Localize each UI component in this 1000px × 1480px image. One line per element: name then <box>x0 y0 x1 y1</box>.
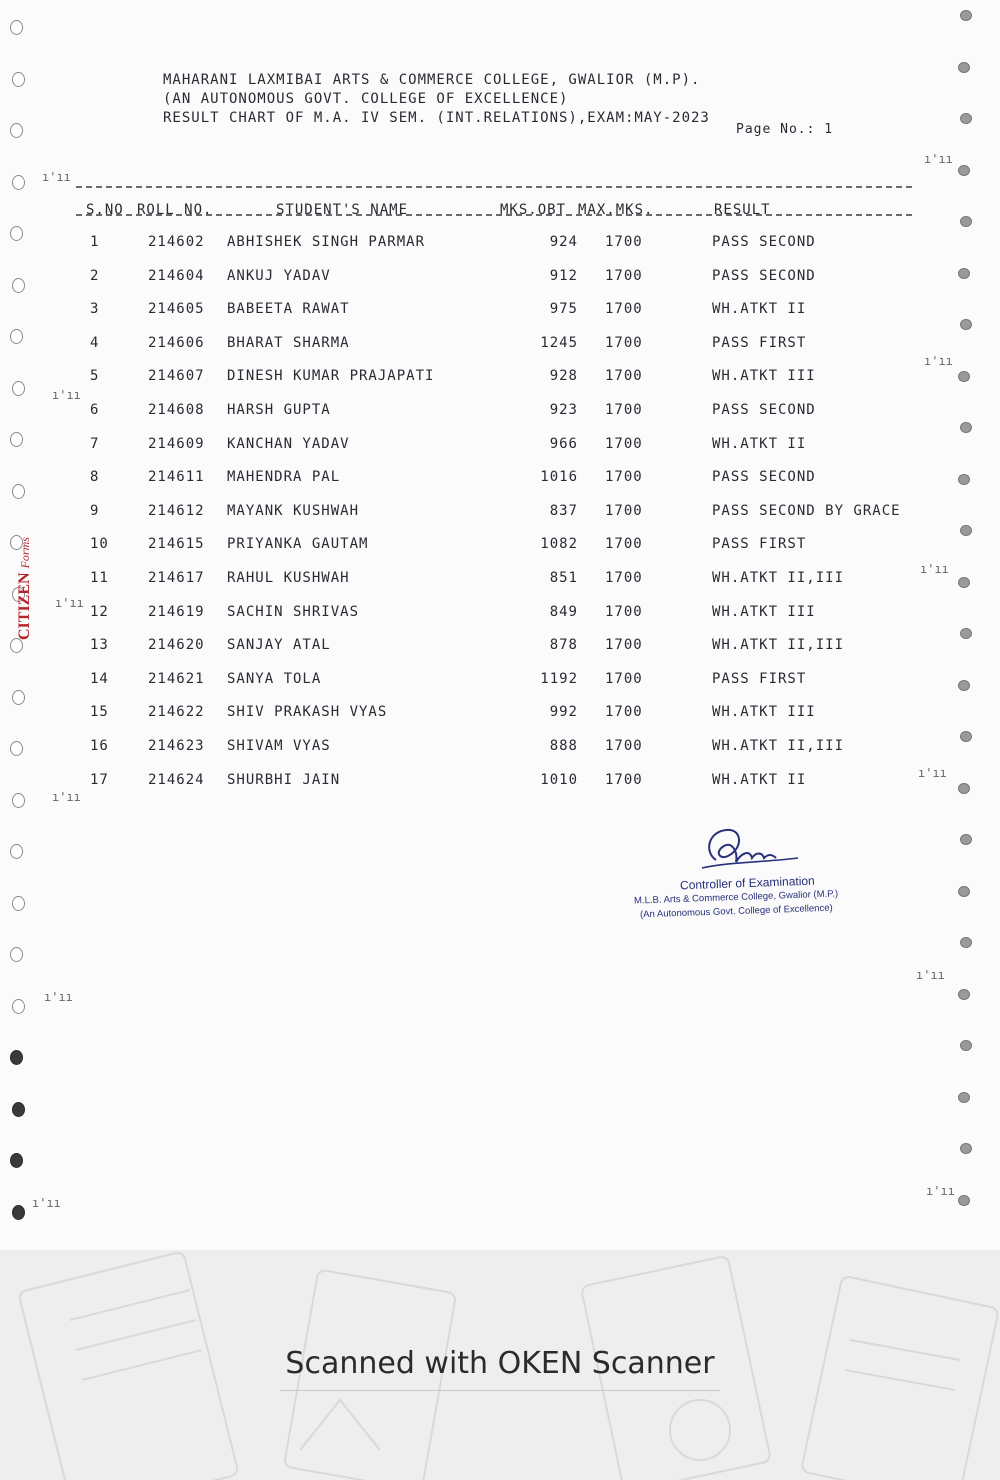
college-name: MAHARANI LAXMIBAI ARTS & COMMERCE COLLEGE, GWALIOR (M.P). <box>163 72 701 88</box>
tractor-hole <box>12 1102 25 1117</box>
cell-name: SHIV PRAKASH VYAS <box>227 704 388 721</box>
table-row <box>0 402 1000 436</box>
cell-marks-obtained: 966 <box>549 435 578 452</box>
cell-marks-obtained: 1082 <box>540 536 578 553</box>
cell-name: RAHUL KUSHWAH <box>227 570 350 586</box>
stamp-title: Controller of Examination <box>679 873 815 893</box>
cell-max-marks: 1700 <box>605 704 643 721</box>
cell-marks-obtained: 1016 <box>540 469 578 486</box>
tractor-hole <box>958 1092 970 1103</box>
cell-result: PASS SECOND <box>712 469 816 486</box>
cell-roll: 214608 <box>148 402 205 418</box>
cell-result: PASS FIRST <box>712 536 807 553</box>
cell-result: WH.ATKT II <box>712 435 807 452</box>
cell-roll: 214604 <box>148 267 205 284</box>
cell-roll: 214607 <box>148 368 205 385</box>
cell-sno: 2 <box>90 267 100 284</box>
table-row <box>0 436 1000 470</box>
cell-roll: 214623 <box>148 738 205 754</box>
cell-name: BABEETA RAWAT <box>227 301 350 318</box>
cell-name: SACHIN SHRIVAS <box>227 603 360 620</box>
cell-name: BHARAT SHARMA <box>227 334 350 351</box>
perforation-mark: ı'ıı <box>52 790 81 804</box>
cell-max-marks: 1700 <box>605 502 643 519</box>
tractor-hole <box>10 844 23 859</box>
cell-marks-obtained: 851 <box>549 570 578 586</box>
cell-sno: 7 <box>90 435 100 452</box>
tractor-hole <box>12 72 25 87</box>
table-row <box>0 570 1000 604</box>
cell-sno: 15 <box>90 704 109 721</box>
stamp-line-2: (An Autonomous Govt. College of Excellence) <box>639 902 833 921</box>
cell-marks-obtained: 975 <box>549 301 578 318</box>
table-row <box>0 503 1000 537</box>
cell-name: ABHISHEK SINGH PARMAR <box>227 234 426 250</box>
cell-sno: 6 <box>90 402 100 418</box>
cell-roll: 214620 <box>148 637 205 654</box>
tractor-hole <box>12 1205 25 1220</box>
cell-sno: 5 <box>90 368 100 385</box>
cell-max-marks: 1700 <box>605 637 643 654</box>
result-chart-title: RESULT CHART OF M.A. IV SEM. (INT.RELATIONS),EXAM:MAY-2023 <box>163 110 710 126</box>
cell-max-marks: 1700 <box>605 670 643 687</box>
tractor-hole <box>958 886 970 897</box>
cell-sno: 9 <box>90 502 100 519</box>
cell-max-marks: 1700 <box>605 738 643 754</box>
column-header-result: RESULT <box>714 202 771 218</box>
cell-name: SANJAY ATAL <box>227 637 331 654</box>
tractor-hole <box>960 10 972 21</box>
cell-name: HARSH GUPTA <box>227 402 331 418</box>
cell-roll: 214624 <box>148 771 205 788</box>
cell-max-marks: 1700 <box>605 334 643 351</box>
table-row <box>0 738 1000 772</box>
tractor-hole <box>960 834 972 845</box>
column-header-marks-obtained: MKS.OBT <box>500 202 567 218</box>
tractor-hole <box>10 20 23 35</box>
cell-result: PASS FIRST <box>712 670 807 687</box>
cell-roll: 214605 <box>148 301 205 318</box>
cell-roll: 214602 <box>148 234 205 250</box>
perforation-mark: ı'ıı <box>32 1196 61 1210</box>
table-row <box>0 772 1000 806</box>
tractor-hole <box>10 1153 23 1168</box>
cell-result: WH.ATKT II <box>712 771 807 788</box>
tractor-hole <box>960 1040 972 1051</box>
table-row <box>0 704 1000 738</box>
table-row <box>0 234 1000 268</box>
cell-roll: 214615 <box>148 536 205 553</box>
divider <box>76 186 912 188</box>
cell-result: WH.ATKT III <box>712 368 816 385</box>
table-row <box>0 268 1000 302</box>
cell-marks-obtained: 1010 <box>540 771 578 788</box>
perforation-mark: ı'ıı <box>918 766 947 780</box>
column-header-max-marks: MAX.MKS. <box>578 202 654 218</box>
tractor-hole <box>958 62 970 73</box>
cell-roll: 214611 <box>148 469 205 486</box>
cell-sno: 11 <box>90 570 109 586</box>
perforation-mark: ı'ıı <box>920 562 949 576</box>
tractor-hole <box>10 123 23 138</box>
college-subtitle: (AN AUTONOMOUS GOVT. COLLEGE OF EXCELLENCE) <box>163 91 569 107</box>
cell-name: MAYANK KUSHWAH <box>227 502 360 519</box>
cell-marks-obtained: 878 <box>549 637 578 654</box>
cell-sno: 12 <box>90 603 109 620</box>
cell-max-marks: 1700 <box>605 536 643 553</box>
tractor-hole <box>10 947 23 962</box>
table-row <box>0 637 1000 671</box>
cell-result: PASS SECOND <box>712 234 816 250</box>
tractor-hole <box>960 113 972 124</box>
tractor-hole <box>12 175 25 190</box>
cell-roll: 214617 <box>148 570 205 586</box>
cell-max-marks: 1700 <box>605 267 643 284</box>
cell-roll: 214606 <box>148 334 205 351</box>
cell-sno: 17 <box>90 771 109 788</box>
table-row <box>0 335 1000 369</box>
tractor-hole <box>958 989 970 1000</box>
controller-stamp <box>620 822 880 932</box>
table-row <box>0 604 1000 638</box>
cell-marks-obtained: 849 <box>549 603 578 620</box>
perforation-mark: ı'ıı <box>916 968 945 982</box>
scanner-watermark-text: Scanned with OKEN Scanner <box>285 1346 715 1381</box>
perforation-mark: ı'ıı <box>924 354 953 368</box>
perforation-mark: ı'ıı <box>55 596 84 610</box>
cell-result: PASS SECOND BY GRACE <box>712 502 901 519</box>
table-row <box>0 671 1000 705</box>
perforation-mark: ı'ıı <box>52 388 81 402</box>
cell-roll: 214621 <box>148 670 205 687</box>
cell-result: WH.ATKT III <box>712 704 816 721</box>
signature-image <box>698 822 808 877</box>
cell-result: WH.ATKT II,III <box>712 570 845 586</box>
cell-result: WH.ATKT II,III <box>712 637 845 654</box>
cell-sno: 3 <box>90 301 100 318</box>
table-row <box>0 536 1000 570</box>
cell-max-marks: 1700 <box>605 234 643 250</box>
cell-max-marks: 1700 <box>605 402 643 418</box>
tractor-hole <box>10 1050 23 1065</box>
cell-name: SANYA TOLA <box>227 670 322 687</box>
tractor-hole <box>960 216 972 227</box>
column-header-roll: ROLL NO. <box>137 202 213 218</box>
perforation-mark: ı'ıı <box>924 152 953 166</box>
cell-name: KANCHAN YADAV <box>227 435 350 452</box>
tractor-hole <box>960 1143 972 1154</box>
table-row <box>0 301 1000 335</box>
cell-name: DINESH KUMAR PRAJAPATI <box>227 368 435 385</box>
cell-roll: 214609 <box>148 435 205 452</box>
cell-sno: 4 <box>90 334 100 351</box>
cell-max-marks: 1700 <box>605 469 643 486</box>
cell-marks-obtained: 837 <box>549 502 578 519</box>
cell-marks-obtained: 1245 <box>540 334 578 351</box>
table-row <box>0 469 1000 503</box>
cell-max-marks: 1700 <box>605 603 643 620</box>
tractor-hole <box>958 165 970 176</box>
table-row <box>0 368 1000 402</box>
cell-sno: 16 <box>90 738 109 754</box>
cell-sno: 1 <box>90 234 100 250</box>
cell-result: WH.ATKT III <box>712 603 816 620</box>
cell-sno: 13 <box>90 637 109 654</box>
cell-sno: 8 <box>90 469 100 486</box>
cell-roll: 214612 <box>148 502 205 519</box>
perforation-mark: ı'ıı <box>44 990 73 1004</box>
cell-result: PASS SECOND <box>712 402 816 418</box>
perforation-mark: ı'ıı <box>926 1184 955 1198</box>
cell-name: PRIYANKA GAUTAM <box>227 536 369 553</box>
cell-result: WH.ATKT II,III <box>712 738 845 754</box>
cell-max-marks: 1700 <box>605 301 643 318</box>
cell-name: MAHENDRA PAL <box>227 469 341 486</box>
page-number: Page No.: 1 <box>736 122 834 137</box>
cell-marks-obtained: 923 <box>549 402 578 418</box>
column-header-sno: S.NO <box>86 202 124 218</box>
stamp-line-1: M.L.B. Arts & Commerce College, Gwalior (M.P.) <box>633 888 839 907</box>
side-brand-watermark: CITIZEN Forms <box>16 537 33 640</box>
tractor-hole <box>12 896 25 911</box>
cell-max-marks: 1700 <box>605 570 643 586</box>
tractor-hole <box>958 1195 970 1206</box>
cell-max-marks: 1700 <box>605 435 643 452</box>
cell-marks-obtained: 928 <box>549 368 578 385</box>
cell-result: WH.ATKT II <box>712 301 807 318</box>
divider <box>76 214 912 216</box>
cell-result: PASS SECOND <box>712 267 816 284</box>
tractor-hole <box>12 999 25 1014</box>
cell-roll: 214622 <box>148 704 205 721</box>
cell-marks-obtained: 924 <box>549 234 578 250</box>
cell-max-marks: 1700 <box>605 368 643 385</box>
cell-sno: 10 <box>90 536 109 553</box>
footer-underline <box>280 1390 720 1391</box>
cell-marks-obtained: 912 <box>549 267 578 284</box>
cell-name: ANKUJ YADAV <box>227 267 331 284</box>
perforation-mark: ı'ıı <box>42 170 71 184</box>
cell-roll: 214619 <box>148 603 205 620</box>
cell-sno: 14 <box>90 670 109 687</box>
cell-marks-obtained: 1192 <box>540 670 578 687</box>
tractor-hole <box>960 937 972 948</box>
cell-marks-obtained: 992 <box>549 704 578 721</box>
cell-marks-obtained: 888 <box>549 738 578 754</box>
column-header-name: STUDENT'S NAME <box>276 202 409 218</box>
cell-name: SHURBHI JAIN <box>227 771 341 788</box>
cell-max-marks: 1700 <box>605 771 643 788</box>
cell-result: PASS FIRST <box>712 334 807 351</box>
cell-name: SHIVAM VYAS <box>227 738 331 754</box>
